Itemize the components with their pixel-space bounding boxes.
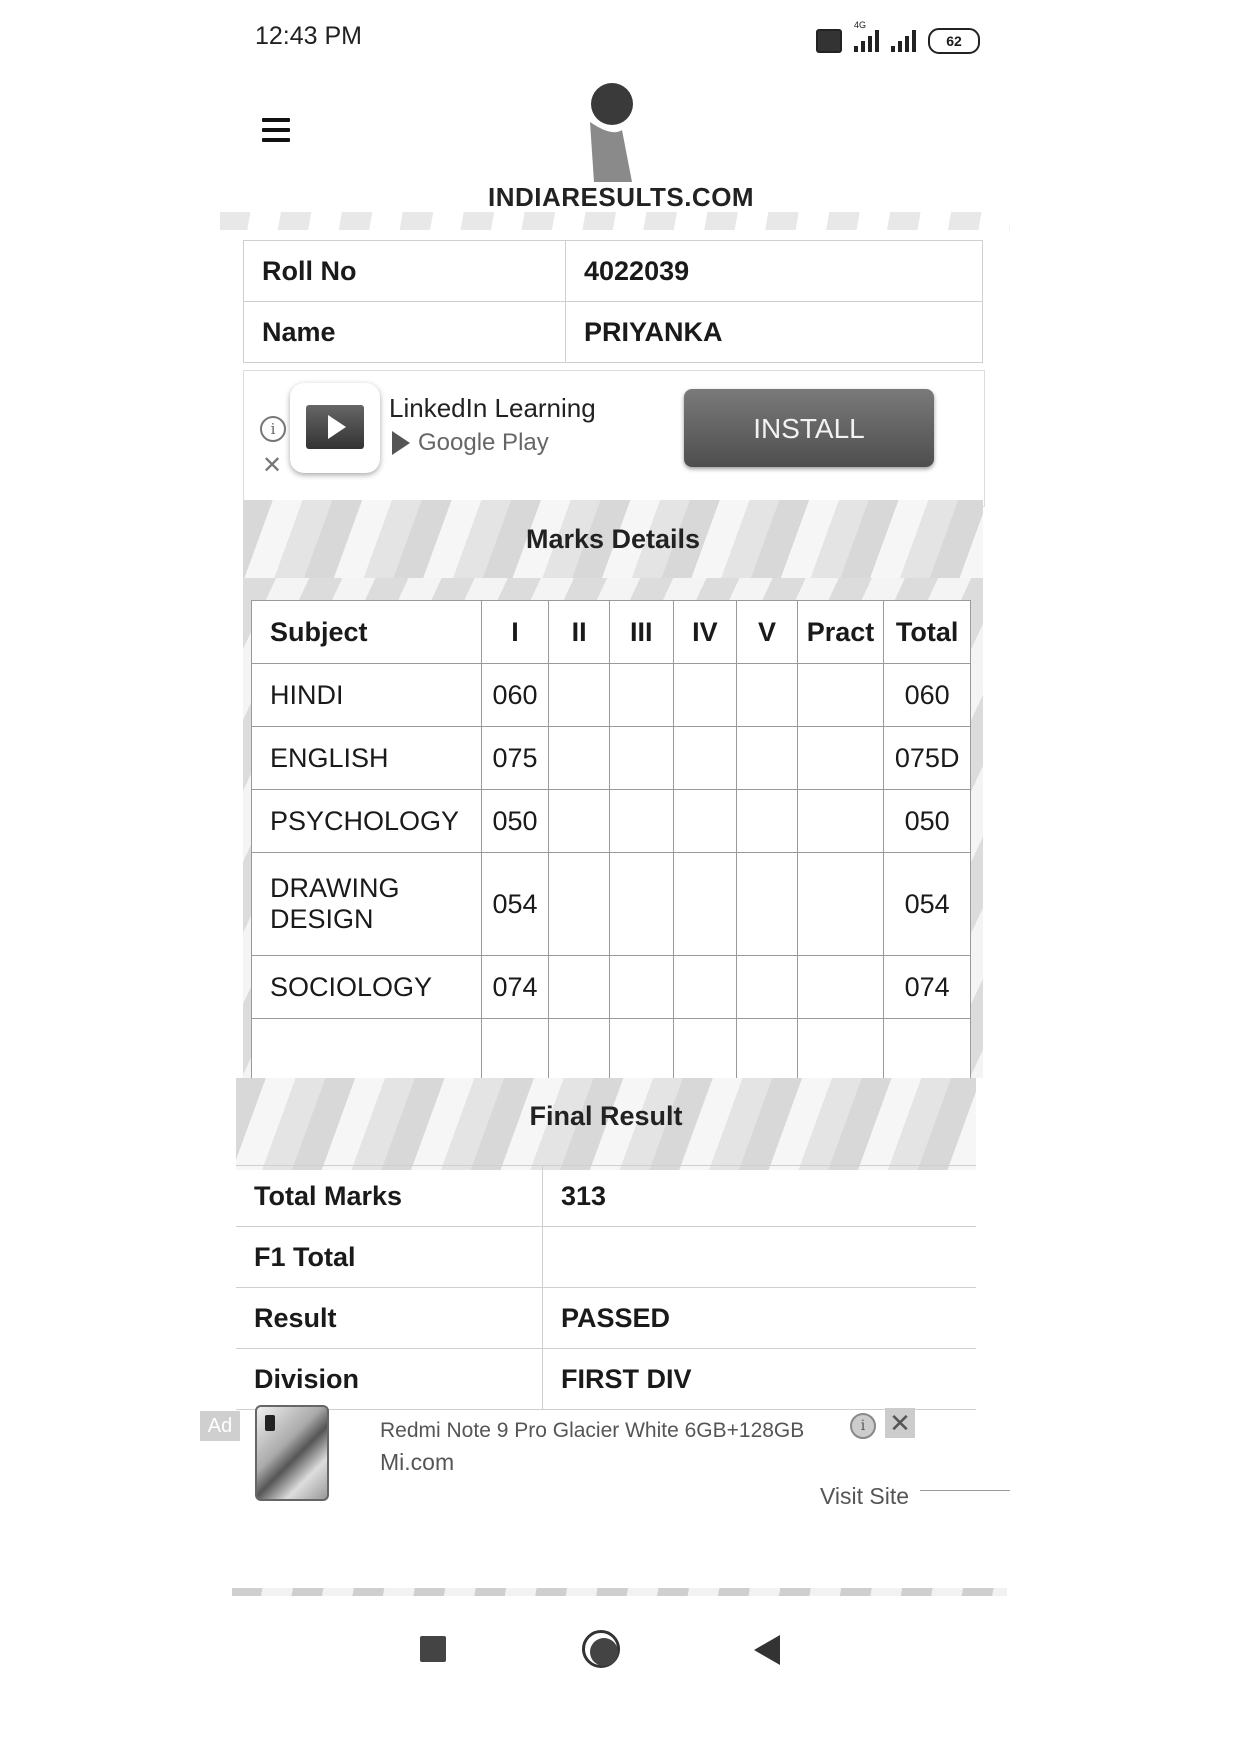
recent-apps-icon[interactable]	[420, 1636, 446, 1662]
cell-pract	[797, 956, 884, 1019]
cell-v	[737, 853, 798, 956]
name-label: Name	[244, 302, 566, 363]
cell-i: 060	[481, 664, 549, 727]
cell-subject: DRAWING DESIGN	[252, 853, 482, 956]
ad-close-icon[interactable]: ✕	[885, 1408, 915, 1438]
table-row	[236, 1288, 976, 1349]
cell-ii	[549, 727, 610, 790]
cell-iv	[673, 727, 737, 790]
cell-iv	[673, 853, 737, 956]
home-icon[interactable]	[582, 1630, 620, 1668]
f1-total-value	[543, 1227, 977, 1288]
app-ad-title[interactable]: LinkedIn Learning	[389, 393, 596, 423]
cell-ii	[549, 790, 610, 853]
bottom-ad-domain: Mi.com	[380, 1449, 455, 1475]
status-icons	[816, 20, 980, 54]
cell-ii	[549, 664, 610, 727]
cell-total: 075D	[884, 727, 971, 790]
cell-v	[737, 790, 798, 853]
status-bar	[255, 22, 980, 58]
page-bottom-divider	[232, 1588, 1007, 1596]
division-label: Division	[236, 1349, 543, 1410]
cell-v	[737, 664, 798, 727]
cell-total: 074	[884, 956, 971, 1019]
col-header-pract: Pract	[797, 601, 884, 664]
cell-total: 060	[884, 664, 971, 727]
app-ad-store	[392, 429, 549, 457]
volte-icon	[816, 29, 842, 53]
col-header-ii: II	[549, 601, 610, 664]
cell-v	[737, 727, 798, 790]
table-row	[252, 664, 971, 727]
cell-i: 050	[481, 790, 549, 853]
bottom-ad-title[interactable]: Redmi Note 9 Pro Glacier White 6GB+128GB	[380, 1419, 805, 1442]
col-header-v: V	[737, 601, 798, 664]
cell-iii	[609, 664, 673, 727]
total-marks-value: 313	[543, 1166, 977, 1227]
col-header-subject: Subject	[252, 601, 482, 664]
table-row	[252, 853, 971, 956]
cell-i: 075	[481, 727, 549, 790]
cell-iii	[609, 727, 673, 790]
cell-iii	[609, 790, 673, 853]
logo-mark-icon	[582, 82, 642, 182]
cell-iii	[609, 853, 673, 956]
col-header-iii: III	[609, 601, 673, 664]
ad-info-icon[interactable]: i	[850, 1413, 876, 1439]
cell-ii	[549, 853, 610, 956]
visit-site-link[interactable]: Visit Site	[820, 1483, 910, 1509]
name-value: PRIYANKA	[566, 302, 983, 363]
camera-icon	[265, 1415, 275, 1431]
divider	[920, 1490, 1010, 1491]
play-icon	[306, 405, 364, 449]
table-row	[244, 302, 983, 363]
student-info-table	[243, 240, 983, 363]
ad-badge: Ad	[200, 1411, 240, 1441]
result-label: Result	[236, 1288, 543, 1349]
total-marks-label: Total Marks	[236, 1166, 543, 1227]
table-row	[252, 956, 971, 1019]
store-name: Google Play	[418, 429, 549, 456]
bottom-banner-ad[interactable]	[200, 1405, 1000, 1525]
battery-icon: 62	[928, 28, 980, 54]
roll-label: Roll No	[244, 241, 566, 302]
back-icon[interactable]	[754, 1635, 780, 1665]
header-divider	[220, 212, 1010, 230]
col-header-total: Total	[884, 601, 971, 664]
cell-ii	[549, 956, 610, 1019]
signal-icon	[854, 20, 879, 52]
cell-iii	[609, 956, 673, 1019]
ad-close-icon[interactable]: ✕	[262, 452, 283, 479]
network-type: 4G	[854, 20, 867, 30]
app-install-ad[interactable]	[243, 370, 985, 507]
cell-subject: HINDI	[252, 664, 482, 727]
cell-total: 050	[884, 790, 971, 853]
final-result-heading: Final Result	[236, 1078, 976, 1170]
google-play-icon	[392, 431, 410, 455]
table-row	[252, 790, 971, 853]
roll-value: 4022039	[566, 241, 983, 302]
f1-total-label: F1 Total	[236, 1227, 543, 1288]
table-row	[252, 727, 971, 790]
install-button[interactable]: INSTALL	[684, 389, 934, 467]
cell-subject: PSYCHOLOGY	[252, 790, 482, 853]
col-header-iv: IV	[673, 601, 737, 664]
table-row	[236, 1166, 976, 1227]
ad-info-icon[interactable]: i	[260, 416, 286, 442]
cell-iv	[673, 956, 737, 1019]
hamburger-menu-icon[interactable]	[262, 118, 290, 142]
marks-table	[251, 600, 971, 1082]
cell-subject: ENGLISH	[252, 727, 482, 790]
cell-iv	[673, 664, 737, 727]
marks-table-container	[243, 578, 983, 1078]
result-value: PASSED	[543, 1288, 977, 1349]
phone-image[interactable]	[255, 1405, 329, 1501]
status-time: 12:43 PM	[255, 22, 363, 50]
cell-pract	[797, 790, 884, 853]
table-row	[236, 1349, 976, 1410]
cell-total: 054	[884, 853, 971, 956]
signal-icon-2	[891, 30, 916, 52]
cell-v	[737, 956, 798, 1019]
division-value: FIRST DIV	[543, 1349, 977, 1410]
final-result-table	[236, 1165, 976, 1410]
table-row-empty	[252, 1019, 971, 1082]
cell-i: 054	[481, 853, 549, 956]
table-row	[236, 1227, 976, 1288]
cell-pract	[797, 727, 884, 790]
cell-pract	[797, 664, 884, 727]
table-row	[244, 241, 983, 302]
table-header-row	[252, 601, 971, 664]
marks-details-heading: Marks Details	[243, 500, 983, 578]
app-icon[interactable]	[290, 383, 380, 473]
site-logo[interactable]	[488, 82, 755, 212]
cell-pract	[797, 853, 884, 956]
cell-subject: SOCIOLOGY	[252, 956, 482, 1019]
col-header-i: I	[481, 601, 549, 664]
cell-i: 074	[481, 956, 549, 1019]
cell-iv	[673, 790, 737, 853]
logo-text: INDIARESULTS.COM	[488, 182, 755, 212]
